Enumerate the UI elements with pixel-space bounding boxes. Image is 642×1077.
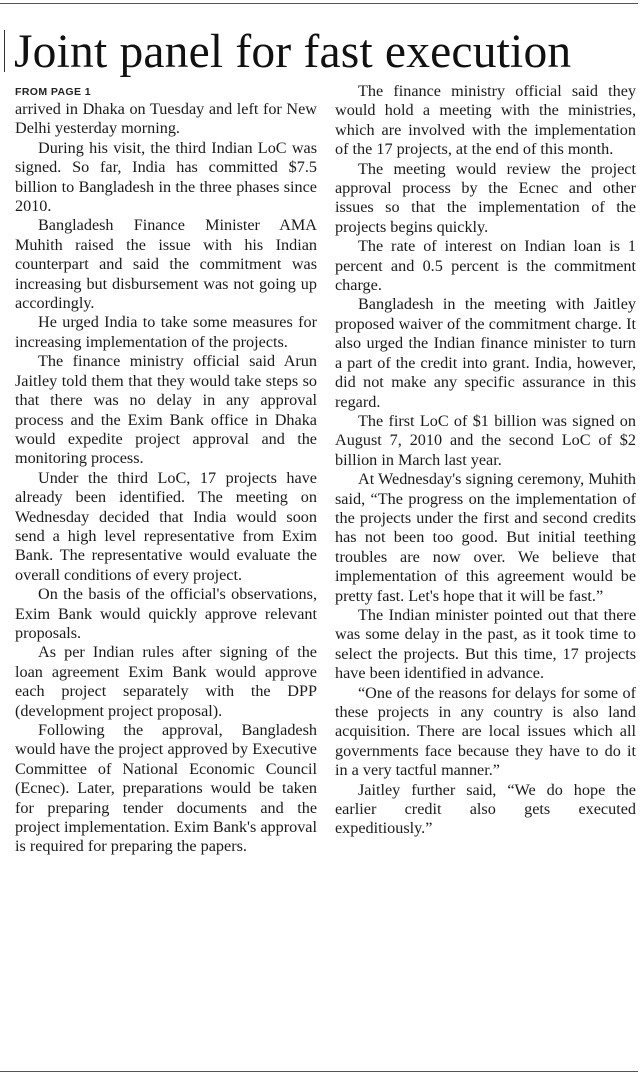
paragraph: The finance ministry official said Arun Jaitley told them that they would take steps so that there was no delay in any approval process and the Exim Bank office in Dhaka would expedite project approval and the monitoring process. (15, 352, 317, 468)
paragraph: “One of the reasons for delays for some of these projects in any country is also land acquisition. There are local issues which all governments face because they have to do it in a very tactful manner.” (335, 683, 636, 780)
paragraph: Following the approval, Bangladesh would have the project approved by Executive Committee of National Economic Council (Ecnec). Later, preparations would be taken for preparing tender documents and the project implementation. Exim Bank's approval is required for preparing the papers. (15, 721, 317, 856)
paragraph: Under the third LoC, 17 projects have already been identified. The meeting on Wednesday decided that India would soon send a high level representative from Exim Bank. The representative would evaluate the overall conditions of every project. (15, 468, 317, 584)
paragraph: Bangladesh in the meeting with Jaitley proposed waiver of the commitment charge. It also urged the Indian finance minister to turn a part of the credit into grant. India, however, did not make any specific assurance in this regard. (335, 295, 636, 411)
paragraph: At Wednesday's signing ceremony, Muhith said, “The progress on the implementation of the projects under the first and second credits has not been too good. But initial teething troubles are now over. We believe that implementation of this agreement would be pretty fast. Let's hope that it will be fast.” (335, 470, 636, 605)
paragraph: Jaitley further said, “We do hope the earlier credit also gets executed expeditiously.” (335, 780, 636, 838)
paragraph: During his visit, the third Indian LoC was signed. So far, India has committed $7.5 billion to Bangladesh in the three phases since 2010. (15, 138, 317, 216)
paragraph: The Indian minister pointed out that there was some delay in the past, as it took time to select the projects. But this time, 17 projects have been identified in advance. (335, 605, 636, 683)
headline-side-rule (4, 30, 5, 72)
paragraph: The meeting would review the project approval process by the Ecnec and other issues so that the implementation of the projects begins quickly. (335, 159, 636, 236)
paragraph: Bangladesh Finance Minister AMA Muhith raised the issue with his Indian counterpart and said the commitment was increasing but disbursement was not going up accordingly. (15, 216, 317, 313)
right-column (335, 82, 636, 839)
paragraph: arrived in Dhaka on Tuesday and left for New Delhi yesterday morning. (15, 100, 317, 138)
paragraph: The finance ministry official said they would hold a meeting with the ministries, which are involved with the implementation of the 17 projects, at the end of this month. (335, 82, 636, 159)
bottom-rule (0, 1071, 638, 1072)
left-column (15, 86, 317, 857)
kicker: FROM PAGE 1 (15, 86, 91, 98)
paragraph: The rate of interest on Indian loan is 1 percent and 0.5 percent is the commitment charge. (335, 237, 636, 295)
top-rule (0, 3, 638, 4)
paragraph: On the basis of the official's observations, Exim Bank would quickly approve relevant proposals. (15, 585, 317, 642)
paragraph: The first LoC of $1 billion was signed on August 7, 2010 and the second LoC of $2 billion in March last year. (335, 411, 636, 469)
paragraph: As per Indian rules after signing of the loan agreement Exim Bank would approve each project separately with the DPP (development project proposal). (15, 643, 317, 720)
paragraph: He urged India to take some measures for increasing implementation of the projects. (15, 313, 317, 351)
headline: Joint panel for fast execution (14, 26, 572, 78)
